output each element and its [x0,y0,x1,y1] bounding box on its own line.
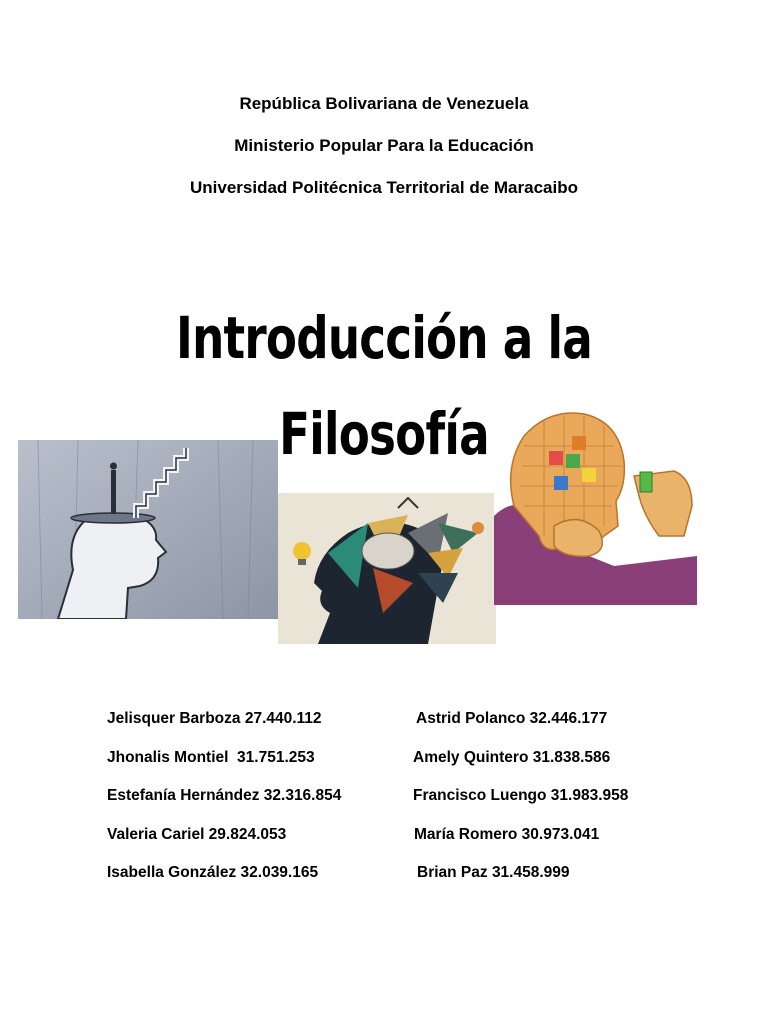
student-right: Brian Paz 31.458.999 [417,864,570,881]
head-stairs-illustration [18,440,278,619]
student-right: Amely Quintero 31.838.586 [413,748,611,766]
ministry-line: Ministerio Popular Para la Educación [234,136,534,155]
student-row [107,710,707,749]
puzzle-head-illustration [494,406,697,605]
student-left: Jhonalis Montiel 31.751.253 [107,748,315,766]
student-left: Isabella González 32.039.165 [107,864,319,881]
geometric-head-illustration [278,493,496,644]
title-line-1: Introducción a la [176,304,592,372]
university-line: Universidad Politécnica Territorial de Maracaibo [190,178,578,197]
title-line-2: Filosofía [279,400,489,468]
student-right: Francisco Luengo 31.983.958 [413,787,629,804]
student-left: Valeria Cariel 29.824.053 [107,825,287,843]
student-right: Astrid Polanco 32.446.177 [416,710,608,727]
student-row [107,826,707,865]
republic-line: República Bolivariana de Venezuela [239,94,529,113]
student-row [107,787,707,826]
student-left: Estefanía Hernández 32.316.854 [107,787,342,804]
student-row [107,749,707,788]
student-row [107,864,707,903]
student-list [107,710,707,903]
student-right: María Romero 30.973.041 [414,825,600,843]
student-left: Jelisquer Barboza 27.440.112 [107,710,322,727]
institution-header [0,93,768,219]
